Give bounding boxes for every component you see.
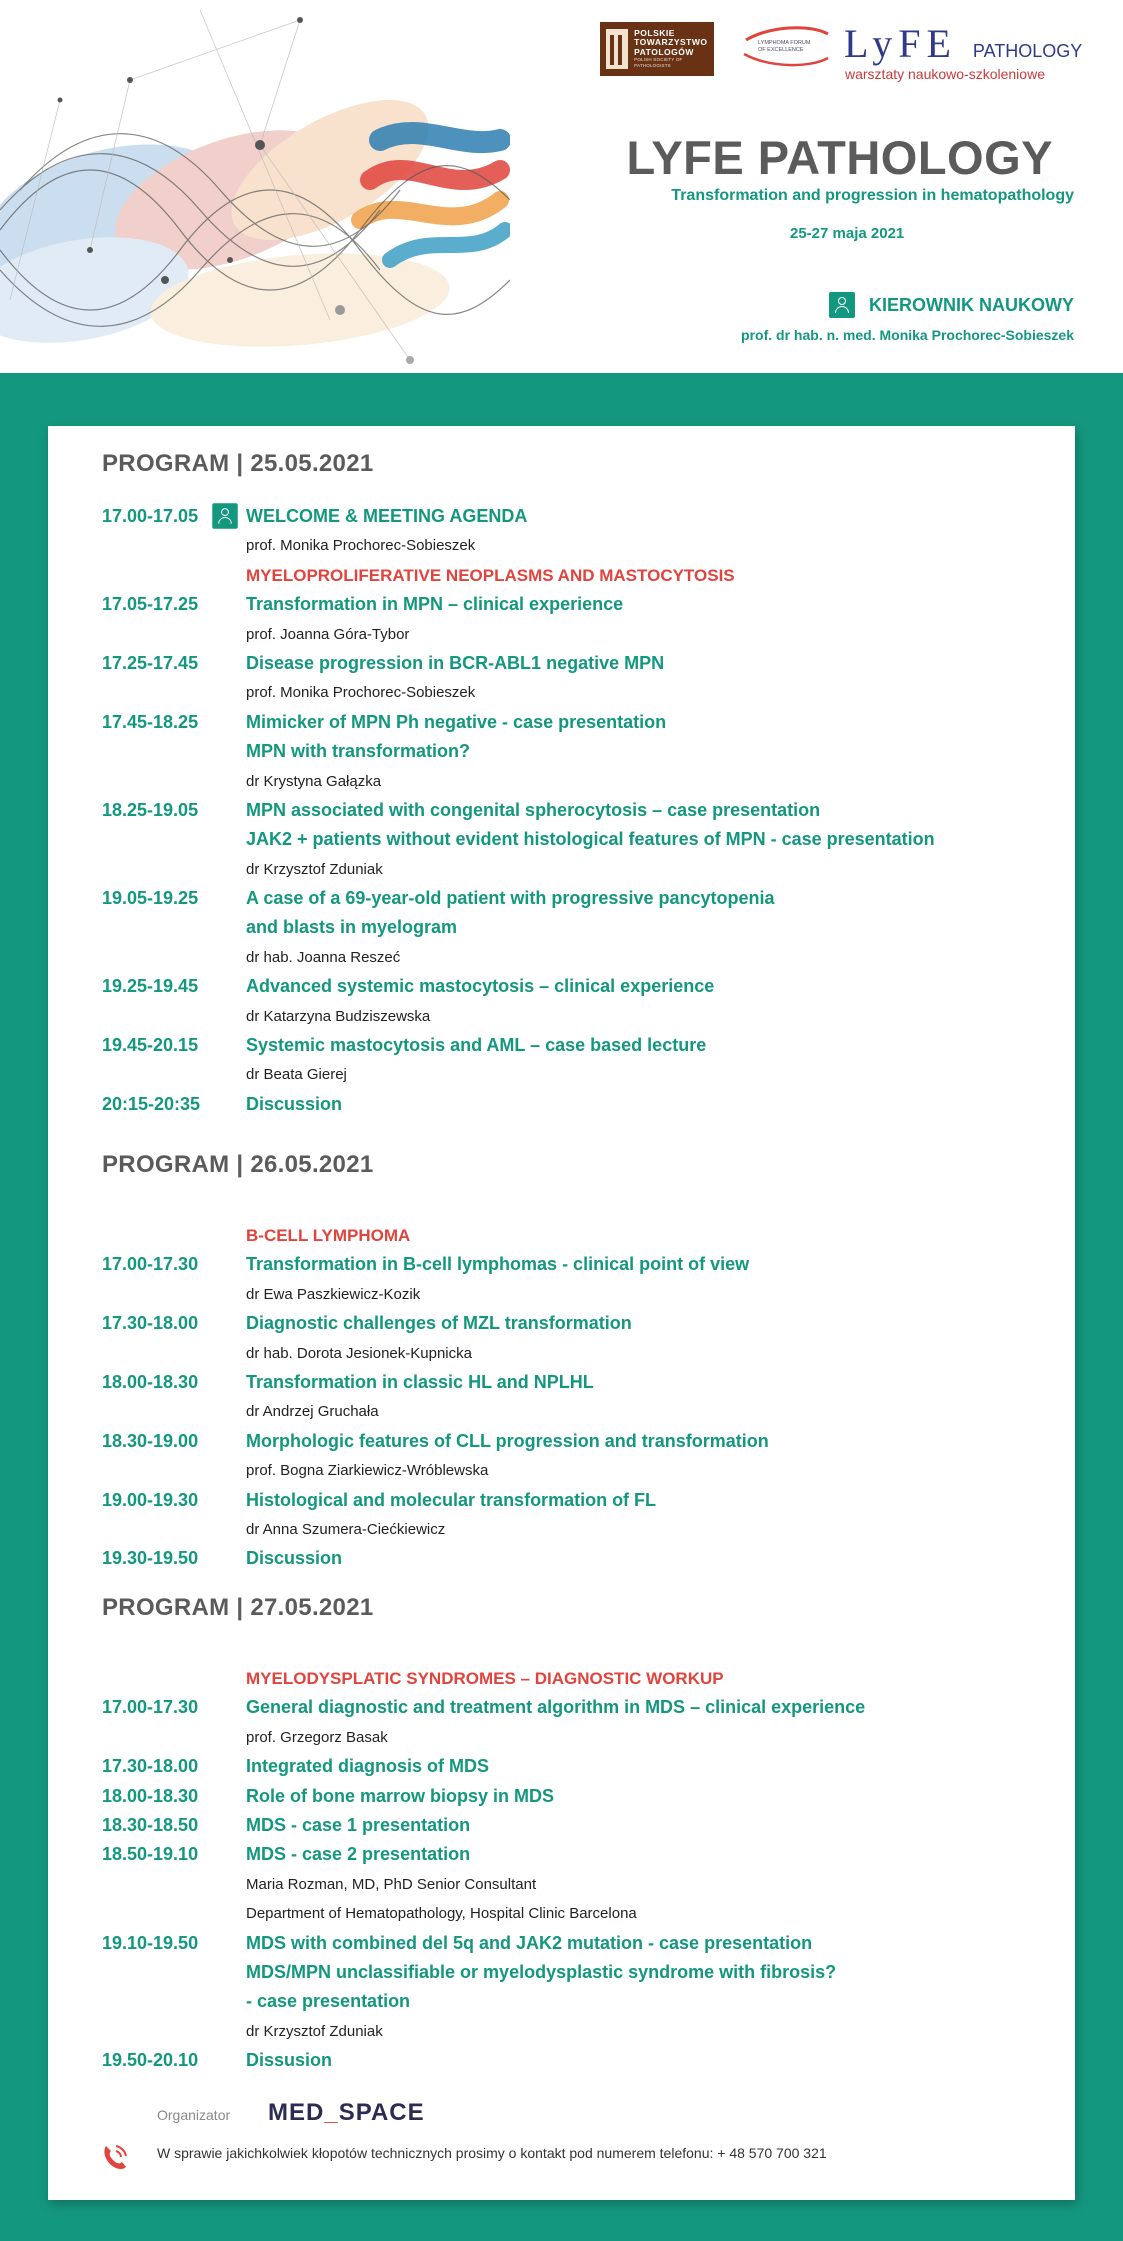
lyfe-wordmark: LyFE PATHOLOGY xyxy=(844,21,1083,66)
time-slot: 19.25-19.45 xyxy=(102,976,199,997)
event-dates: 25-27 maja 2021 xyxy=(790,225,905,242)
time-slot: 17.30-18.00 xyxy=(102,1313,199,1334)
time-slot: 17.30-18.00 xyxy=(102,1756,199,1777)
speaker-name: dr Krzysztof Zduniak xyxy=(246,860,383,878)
speaker-row xyxy=(102,2017,1062,2046)
agenda-row xyxy=(102,1368,1062,1397)
agenda-row xyxy=(102,1250,1062,1279)
time-slot: 19.10-19.50 xyxy=(102,1932,199,1953)
session-title: MPN with transformation? xyxy=(246,741,470,762)
speaker-name: dr Krzysztof Zduniak xyxy=(246,2022,383,2040)
session-title: MDS/MPN unclassifiable or myelodysplastic syndrome with fibrosis? xyxy=(246,1961,837,1982)
agenda-row xyxy=(102,1840,1062,1869)
ptp-logo xyxy=(600,22,714,76)
session-title: MPN associated with congenital spherocytosis – case presentation xyxy=(246,799,821,820)
agenda-row xyxy=(102,1752,1062,1781)
time-slot: 19.05-19.25 xyxy=(102,888,199,909)
speaker-row xyxy=(102,1899,1062,1928)
ptp-line-2: TOWARZYSTWO xyxy=(634,37,708,48)
session-title: Discussion xyxy=(246,1548,343,1569)
session-title: Dissusion xyxy=(246,2050,333,2071)
agenda-row xyxy=(102,502,1062,531)
speaker-name: prof. Bogna Ziarkiewicz-Wróblewska xyxy=(246,1462,489,1480)
agenda-row xyxy=(102,590,1062,619)
person-icon xyxy=(829,292,855,318)
speaker-row xyxy=(102,678,1062,707)
agenda-row xyxy=(102,825,1062,854)
speaker-name: prof. Monika Prochorec-Sobieszek xyxy=(246,537,476,555)
section-heading xyxy=(102,1664,1062,1693)
session-title: Histological and molecular transformation of FL xyxy=(246,1489,657,1510)
time-slot: 17.00-17.30 xyxy=(102,1254,199,1275)
time-slot: 17.05-17.25 xyxy=(102,594,199,615)
agenda-row xyxy=(102,1987,1062,2016)
time-slot: 19.30-19.50 xyxy=(102,1548,199,1569)
session-title: Mimicker of MPN Ph negative - case presentation xyxy=(246,711,667,732)
session-title: A case of a 69-year-old patient with progressive pancytopenia xyxy=(246,888,775,909)
time-slot: 19.00-19.30 xyxy=(102,1489,199,1510)
time-slot: 20:15-20:35 xyxy=(102,1093,201,1114)
session-title: JAK2 + patients without evident histological features of MPN - case presentation xyxy=(246,829,935,850)
speaker-row xyxy=(102,1060,1062,1089)
decorative-art xyxy=(0,0,510,373)
agenda-row xyxy=(102,1544,1062,1573)
day-heading: PROGRAM | 25.05.2021 xyxy=(102,450,374,477)
scientific-director-label xyxy=(829,292,1074,318)
agenda-row xyxy=(102,1929,1062,1958)
agenda-row xyxy=(102,1693,1062,1722)
time-slot: 19.50-20.10 xyxy=(102,2050,199,2071)
agenda-row xyxy=(102,2046,1062,2075)
organizer-logo: MED_SPACE xyxy=(268,2099,425,2126)
day-heading: PROGRAM | 26.05.2021 xyxy=(102,1151,374,1178)
session-title: Integrated diagnosis of MDS xyxy=(246,1756,490,1777)
section-title: B-CELL LYMPHOMA xyxy=(246,1226,411,1245)
agenda-row xyxy=(102,884,1062,913)
agenda-row xyxy=(102,1090,1062,1119)
time-slot: 18.25-19.05 xyxy=(102,799,199,820)
agenda-row xyxy=(102,708,1062,737)
agenda-row xyxy=(102,737,1062,766)
phone-icon xyxy=(100,2142,130,2172)
speaker-name: dr Anna Szumera-Ciećkiewicz xyxy=(246,1520,446,1538)
program-day-3 xyxy=(102,1592,1062,2075)
ptp-line-3: PATOLOGÓW xyxy=(634,46,694,57)
speaker-row xyxy=(102,1339,1062,1368)
agenda-row xyxy=(102,1486,1062,1515)
program-day-1 xyxy=(102,448,1062,1119)
speaker-name: dr hab. Joanna Reszeć xyxy=(246,948,401,966)
agenda-row xyxy=(102,1309,1062,1338)
session-title: WELCOME & MEETING AGENDA xyxy=(246,506,528,526)
speaker-name: prof. Monika Prochorec-Sobieszek xyxy=(246,684,476,702)
speaker-row xyxy=(102,767,1062,796)
day-heading: PROGRAM | 27.05.2021 xyxy=(102,1594,374,1621)
speaker-row xyxy=(102,855,1062,884)
session-title: Systemic mastocytosis and AML – case based lecture xyxy=(246,1035,707,1056)
kierownik-text: KIEROWNIK NAUKOWY xyxy=(869,294,1074,315)
speaker-name: dr Katarzyna Budziszewska xyxy=(246,1007,431,1025)
speaker-name: dr hab. Dorota Jesionek-Kupnicka xyxy=(246,1344,472,1362)
session-title: MDS - case 1 presentation xyxy=(246,1814,471,1835)
section-heading xyxy=(102,1221,1062,1250)
session-title: Advanced systemic mastocytosis – clinical experience xyxy=(246,976,715,997)
speaker-name: dr Ewa Paszkiewicz-Kozik xyxy=(246,1285,421,1303)
agenda-row xyxy=(102,1811,1062,1840)
section-heading xyxy=(102,561,1062,590)
section-title: MYELODYSPLATIC SYNDROMES – DIAGNOSTIC WORKUP xyxy=(246,1669,724,1688)
speaker-name: prof. Joanna Góra-Tybor xyxy=(246,625,410,643)
speaker-row xyxy=(102,1870,1062,1899)
time-slot: 17.00-17.30 xyxy=(102,1697,199,1718)
speaker-row xyxy=(102,1515,1062,1544)
ptp-emblem-icon xyxy=(606,29,628,69)
session-title: Morphologic features of CLL progression and transformation xyxy=(246,1430,769,1451)
agenda-row xyxy=(102,1782,1062,1811)
speaker-row xyxy=(102,1280,1062,1309)
session-title: and blasts in myelogram xyxy=(246,917,458,938)
speaker-row xyxy=(102,943,1062,972)
session-title: MDS with combined del 5q and JAK2 mutation - case presentation xyxy=(246,1932,813,1953)
speaker-row xyxy=(102,531,1062,560)
page-subtitle: Transformation and progression in hematopathology xyxy=(671,187,1074,204)
time-slot: 18.00-18.30 xyxy=(102,1371,199,1392)
program-day-2 xyxy=(102,1149,1062,1574)
session-title: Role of bone marrow biopsy in MDS xyxy=(246,1785,555,1806)
speaker-row xyxy=(102,1397,1062,1426)
time-slot: 18.30-19.00 xyxy=(102,1430,199,1451)
section-title: MYELOPROLIFERATIVE NEOPLASMS AND MASTOCYTOSIS xyxy=(246,565,735,585)
time-slot: 18.30-18.50 xyxy=(102,1814,199,1835)
time-slot: 18.00-18.30 xyxy=(102,1785,199,1806)
speaker-name: dr Krystyna Gałązka xyxy=(246,772,382,790)
session-title: Disease progression in BCR-ABL1 negative MPN xyxy=(246,652,665,673)
session-title: Discussion xyxy=(246,1093,343,1114)
speaker-name: prof. Grzegorz Basak xyxy=(246,1728,388,1746)
tech-support-note: W sprawie jakichkolwiek kłopotów technicznych prosimy o kontakt pod numerem telefonu: + 48 570 700 321 xyxy=(157,2145,827,2161)
organizer-label: Organizator xyxy=(157,2107,231,2123)
agenda-row xyxy=(102,796,1062,825)
session-title: Diagnostic challenges of MZL transformation xyxy=(246,1313,632,1334)
scientific-director-name: prof. dr hab. n. med. Monika Prochorec-Sobieszek xyxy=(741,327,1074,343)
ptp-subline: POLISH SOCIETY OF PATHOLOGISTS xyxy=(634,57,683,69)
agenda-row xyxy=(102,913,1062,942)
time-slot: 17.25-17.45 xyxy=(102,652,199,673)
agenda-row xyxy=(102,1427,1062,1456)
header xyxy=(0,0,1123,373)
speaker-name: Department of Hematopathology, Hospital Clinic Barcelona xyxy=(246,1905,637,1923)
person-icon xyxy=(212,503,237,528)
session-title: MDS - case 2 presentation xyxy=(246,1844,471,1865)
swoosh-text: LYMPHOMA FORUM OF EXCELLENCE xyxy=(758,40,811,53)
session-title: - case presentation xyxy=(246,1991,411,2012)
speaker-row xyxy=(102,1002,1062,1031)
time-slot: 17.00-17.05 xyxy=(102,506,199,526)
time-slot: 17.45-18.25 xyxy=(102,711,199,732)
session-title: Transformation in B-cell lymphomas - clinical point of view xyxy=(246,1254,750,1275)
lyfe-logo xyxy=(740,21,1083,92)
agenda-row xyxy=(102,649,1062,678)
speaker-row xyxy=(102,1456,1062,1485)
session-title: General diagnostic and treatment algorithm in MDS – clinical experience xyxy=(246,1697,866,1718)
time-slot: 19.45-20.15 xyxy=(102,1035,199,1056)
speaker-row xyxy=(102,620,1062,649)
session-title: Transformation in classic HL and NPLHL xyxy=(246,1371,594,1392)
agenda-row xyxy=(102,972,1062,1001)
session-title: Transformation in MPN – clinical experience xyxy=(246,594,624,615)
speaker-name: dr Beata Gierej xyxy=(246,1066,347,1084)
speaker-name: dr Andrzej Gruchała xyxy=(246,1403,379,1421)
ptp-line-1: POLSKIE xyxy=(634,27,675,38)
speaker-row xyxy=(102,1723,1062,1752)
agenda-row xyxy=(102,1031,1062,1060)
agenda-row xyxy=(102,1958,1062,1987)
speaker-name: Maria Rozman, MD, PhD Senior Consultant xyxy=(246,1875,537,1893)
lyfe-subtitle: warsztaty naukowo-szkoleniowe xyxy=(845,66,1045,82)
page-title: LYFE PATHOLOGY xyxy=(626,131,1053,184)
time-slot: 18.50-19.10 xyxy=(102,1844,199,1865)
